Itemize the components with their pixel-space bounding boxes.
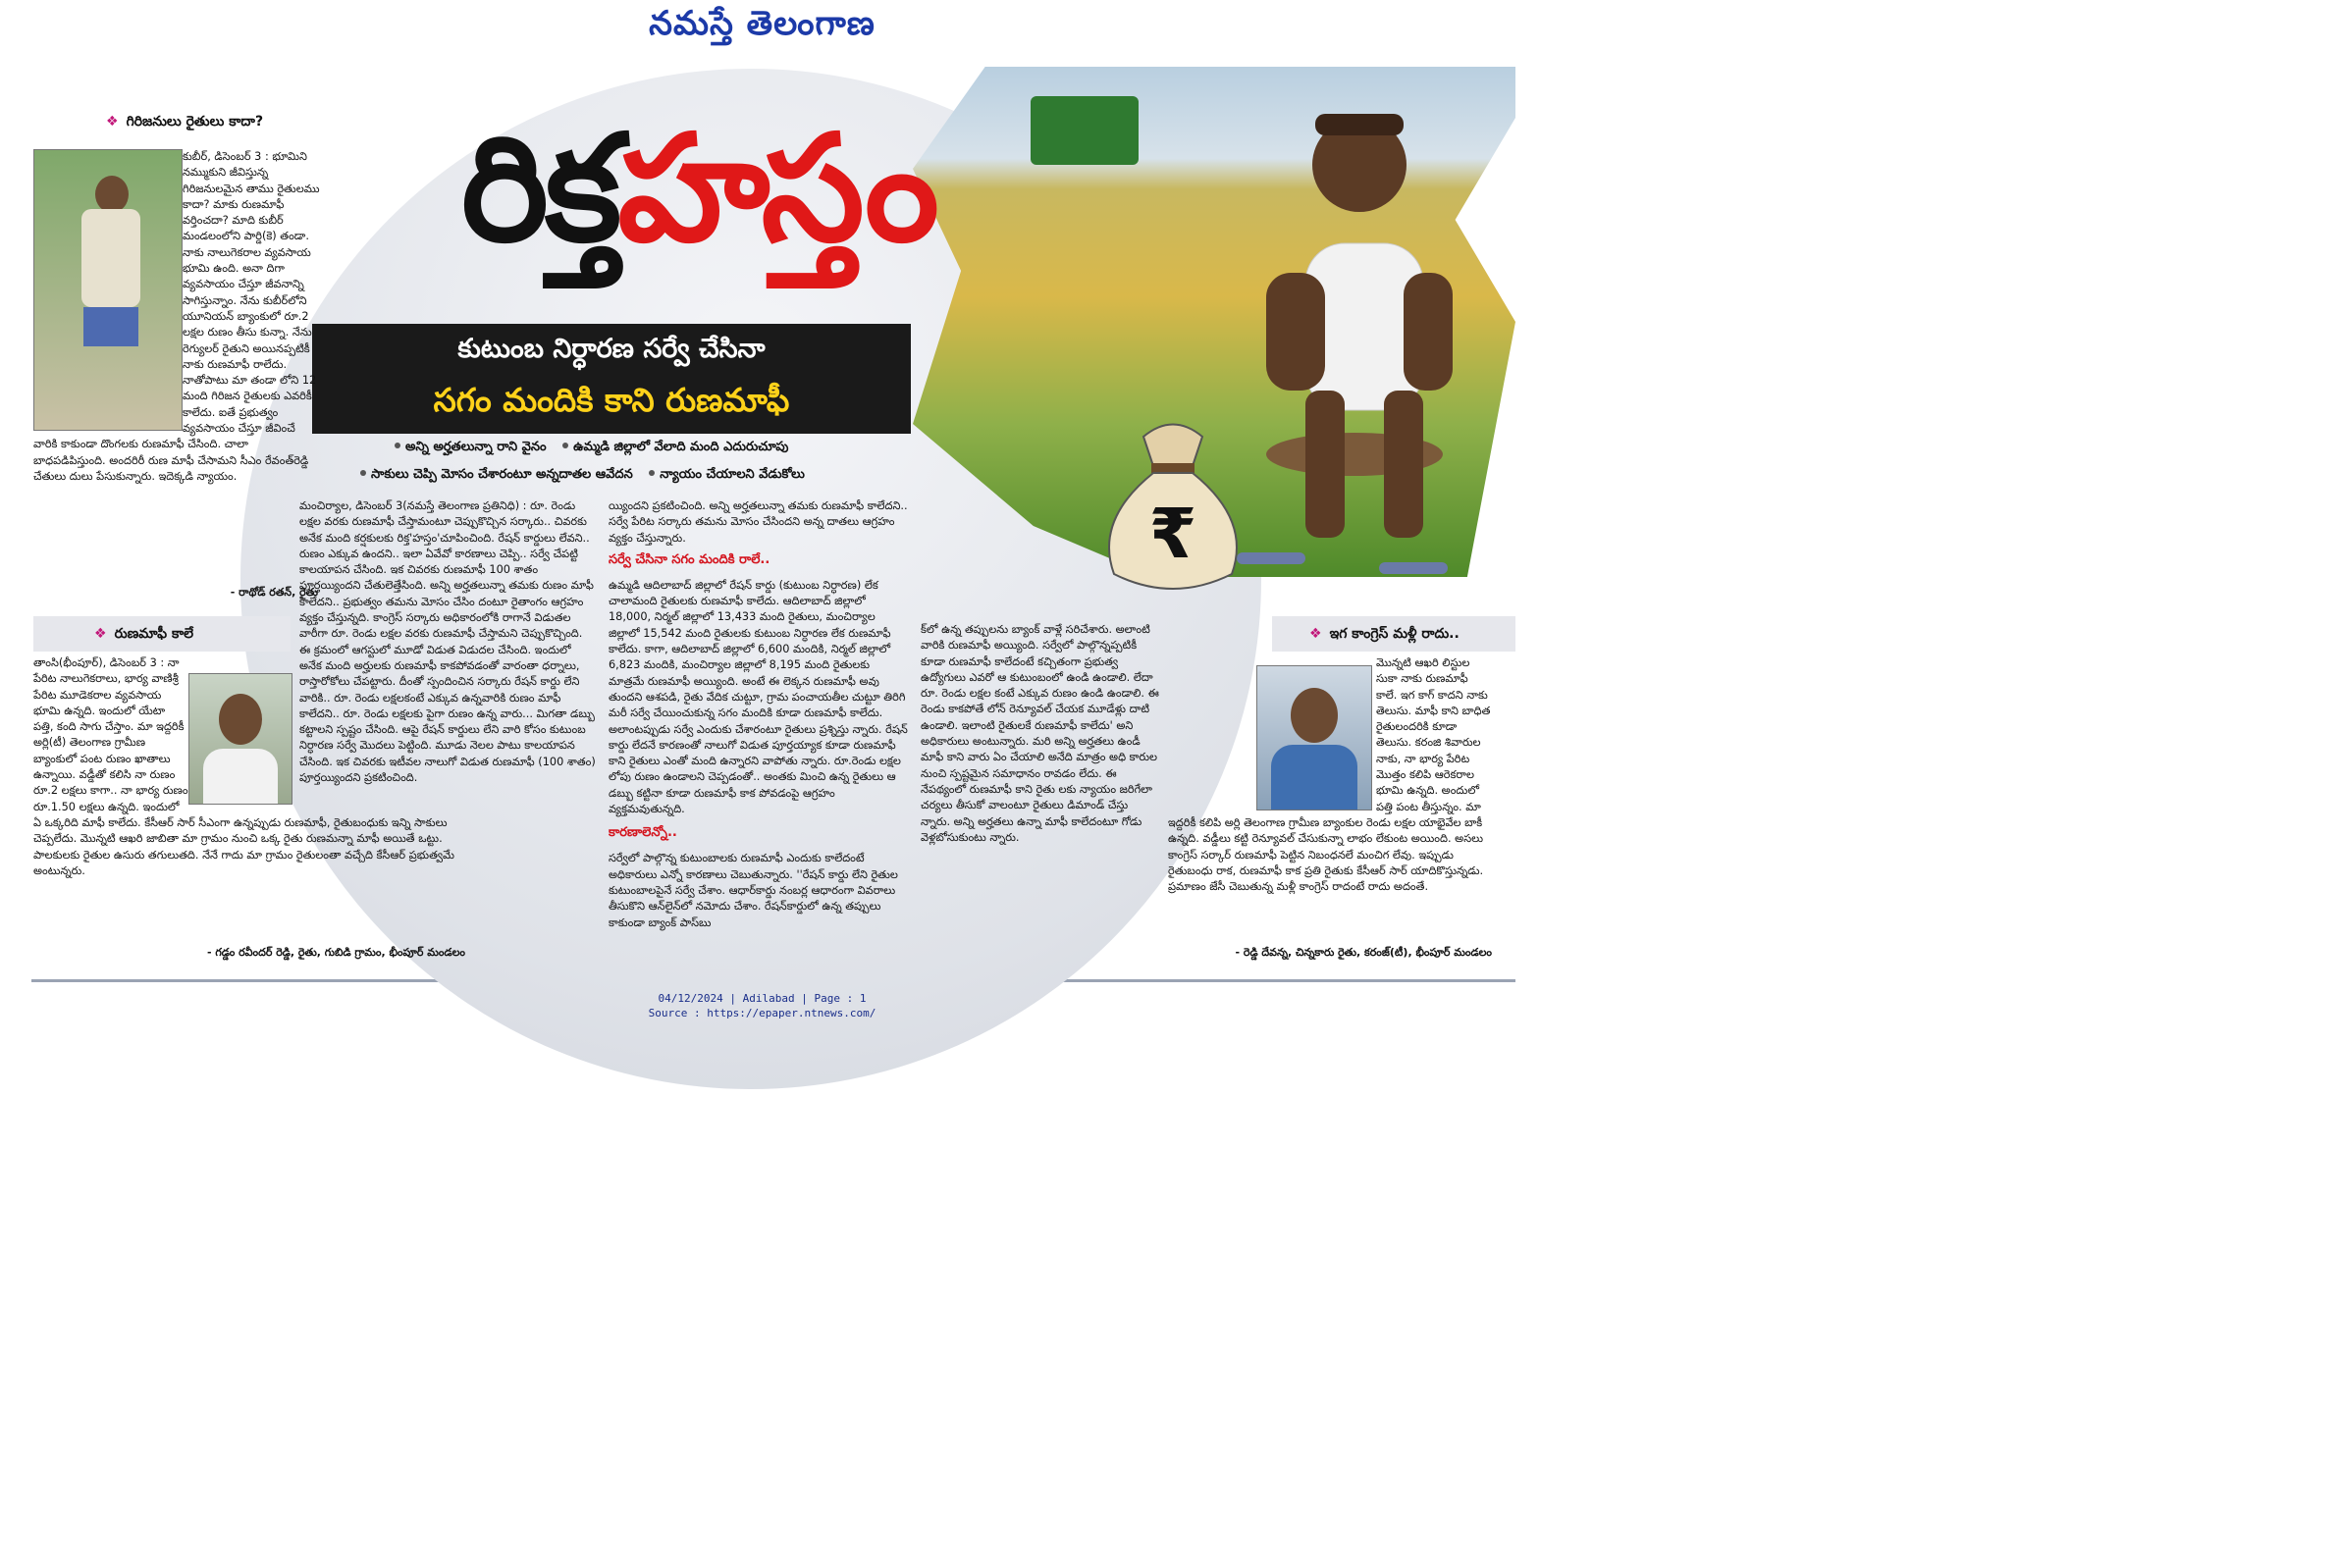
bullet-dot bbox=[649, 470, 655, 476]
article-column-3 bbox=[921, 622, 1160, 926]
headline-red: హస్తం bbox=[617, 104, 935, 275]
article-column-2-mid-text: ఉమ్మడి ఆదిలాబాద్ జిల్లాలో రేషన్ కార్డు (కుటుంబ నిర్ధారణ) లేక చాలామంది రైతులకు రుణమాఫీ కాలేదు. ఆదిలాబాద్ జిల్లాలో 18,000, నిర్మల్ జిల్లాలో 13,433 మంది రైతులు, మంచిర్యాల జిల్లాలో 15,542 మంది రైతులకు కుటుంబ నిర్ధారణ లేక రుణమాఫీ కాలేదు. కాగా, ఆదిలాబాద్ జిల్లాలో 6,600 మందికి, నిర్మల్ జిల్లాలో 6,823 మందికి, మంచిర్యాల జిల్లాలో 8,195 మంది రైతులకు మాత్రమే రుణమాఫీ అయ్యింది. అంటే ఈ లెక్కన రుణమాఫీ అవు తుందని ఆశపడి, రైతు వేదిక చుట్టూ, గ్రామ పంచాయతీల చుట్టూ తిరిగి మరీ సర్వే చేయించుకున్న సగం మందికి కూడా రుణమాఫీ కాలేదు. అలాంటప్పుడు సర్వే ఎందుకు చేశారంటూ రైతులు ప్రశ్నిస్తు న్నారు. రేషన్ కార్డు లేదనే కారణంతో నాలుగో విడుత పూర్తయ్యాక కూడా రుణమాఫీ కాని రైతులు ఎంతో మంది ఉన్నారని వాపోతు న్నారు. రూ.రెండు లక్షల లోపు రుణం ఉండాలని చెప్పడంతో.. అంతకు మించి ఉన్న రైతులు ఆ డబ్బు కట్టినా కూడా రుణమాఫీ కాక పోవడంపై ఆగ్రహం వ్యక్తమవుతున్నది. bbox=[609, 578, 908, 816]
sidebar-left-bottom-caption: - గడ్డం రవీందర్ రెడ్డి, రైతు, గుబిడి గ్రామం, భీంపూర్ మండలం bbox=[206, 946, 465, 959]
subhead-survey: సర్వే చేసినా సగం మందికి రాలే.. bbox=[609, 551, 770, 567]
rupee-money-bag-icon bbox=[1085, 402, 1261, 599]
sidebar-left-top-heading: ❖ గిరిజనులు రైతులు కాదా? bbox=[106, 114, 264, 130]
bullet-dot bbox=[360, 470, 366, 476]
footer-date-line: 04/12/2024 | Adilabad | Page : 1 bbox=[658, 992, 867, 1005]
sidebar-left-top-body bbox=[33, 149, 320, 601]
article-column-3-text: క్‌లో ఉన్న తప్పులను బ్యాంక్ వాళ్లే సరిచేశారు. అలాంటి వారికి రుణమాఫీ అయ్యింది. సర్వేలో పాల్గొన్నప్పటికీ కూడా రుణమాఫీ కాలేదంటే కచ్చితంగా ప్రభుత్వ ఉద్యోగులు ఎవరో ఆ కుటుంబంలో ఉండి ఉండాలి. లేదా రూ. రెండు లక్షల కంటే ఎక్కువ రుణం ఉండి ఉండాలి. ఈ రెండు కాకపోతే లోన్ రెన్యూవల్ చేయక మూడేళ్లు దాటి ఉండాలి. ఇలాంటి రైతులకే రుణమాఫీ కాలేదు' అని అధికారులు అంటున్నారు. మరి అన్ని అర్హతలు ఉండీ మాఫీ కాని వారు ఏం చేయాలి అనేది మాత్రం అధి కారుల నుంచి స్పష్టమైన సమాధానం రావడం లేదు. ఈ నేపథ్యంలో రుణమాఫీ కాని రైతు లకు న్యాయం జరిగేలా చర్యలు తీసుకో వాలంటూ రైతులు డిమాండ్ చేస్తు న్నారు. అన్ని అర్హతలు ఉన్నా మాఫీ కాలేదంటూ గోడు వెళ్లబోసుకుంటు న్నారు. bbox=[921, 623, 1159, 844]
article-column-2-top-text: య్యిందని ప్రకటించింది. అన్ని అర్హతలున్నా తమకు రుణమాఫీ కాలేదని.. సర్వే పేరిట సర్కారు తమను మోసం చేసిందని అన్న దాతలు ఆగ్రహం వ్యక్తం చేస్తున్నారు. bbox=[609, 499, 908, 545]
sidebar-right-heading: ❖ ఇగ కాంగ్రెస్ మళ్లీ రాదు.. bbox=[1309, 626, 1460, 642]
bullet-text: అన్ని అర్హతలున్నా రాని వైనం bbox=[405, 440, 547, 454]
sidebar-left-bottom-heading: ❖ రుణమాఫీ కాలే bbox=[94, 626, 194, 642]
footer-source-link[interactable]: Source : https://epaper.ntnews.com/ bbox=[648, 1007, 876, 1019]
sidebar-right-body bbox=[1168, 655, 1492, 950]
sidebar-left-top-text: కుబీర్, డిసెంబర్ 3 : భూమిని నమ్ముకుని జీవిస్తున్న గిరిజనులమైన తాము రైతులము కాదా? మాకు రుణమాఫీ వర్తించదా? మాది కుబీర్ మండలంలోని పార్డి(కె) తండా. నాకు నాలుగెకరాల వ్యవసాయ భూమి ఉంది. అనా దిగా వ్యవసాయం చేస్తూ జీవనాన్ని సాగిస్తున్నాం. నేను కుబీర్‌లోని యూనియన్ బ్యాంకులో రూ.2 లక్షల రుణం తీసు కున్నా. నేను రెగ్యులర్ రైతుని అయినప్పటికీ నాకు రుణమాఫీ రాలేదు. నాతోపాటు మా తండా లోని 12 మంది గిరిజన రైతులకు ఎవరికీ కాలేదు. ఐతే ప్రభుత్వం వ్యవసాయం చేస్తూ జీవించే వారికి కాకుండా దొంగలకు రుణమాఫీ చేసింది. చాలా బాధపడిపిస్తుంది. అందరిరీ రుణ మాఫీ చేసామని సీఎం రేవంత్‌రెడ్డి చేతులు దులు పేసుకున్నారు. ఇదెక్కడి న్యాయం. bbox=[33, 150, 320, 483]
article-column-1-text: మంచిర్యాల, డిసెంబర్ 3(నమస్తే తెలంగాణ ప్రతినిధి) : రూ. రెండు లక్షల వరకు రుణమాఫీ చేస్తామంటూ చెప్పుకొచ్చిన సర్కారు.. చివరకు అనేక మంది కర్షకులకు రిక్త'హస్తం'చూపించింది. రేషన్ కార్డులు లేవని.. రుణం ఎక్కువ ఉందని.. ఇలా ఏవేవో కారణాలు చెప్పి.. సర్వే చేపట్టి కాలయాపన చేసింది. ఇక చివరకు రుణమాఫీ 100 శాతం పూర్తయ్యిందని చేతులెత్తేసింది. అన్ని అర్హతలున్నా తమకు రుణం మాఫీ కాలేదని.. ప్రభుత్వం తమను మోసం చేసిం దంటూ రైతాంగం ఆగ్రహం వ్యక్తం చేస్తున్నది. కాంగ్రెస్ సర్కారు అధికారంలోకి రాగానే విడుతల వారీగా రూ. రెండు లక్షల వరకు రుణమాఫీ చేస్తామని చెప్పుకొచ్చింది. ఈ క్రమంలో ఆగస్టులో మూడో విడుత విడుదల చేసింది. ఇందులో అనేక మంది అర్హులకు రుణమాఫీ కాకపోవడంతో వారంతా ధర్నాలు, రాస్తారోకోలు చేపట్టారు. దీంతో స్పందించిన సర్కారు రేషన్ కార్డు లేని వారికి.. రూ. రెండు లక్షలకంటే ఎక్కువ ఉన్నవారికి రుణం మాఫీ కాలేదని.. రూ. రెండు లక్షలకు పైగా రుణం ఉన్న వారు... మిగతా డబ్బు కట్టాలని స్పష్టం చేసింది. ఆపై రేషన్ కార్డులు లేని వారి కోసం కుటుంబ నిర్ధారణ సర్వే మొదలు పెట్టింది. మూడు నెలల పాటు కాలయాపన చేసింది. ఇక చివరకు ఇటీవల నాలుగో విడుత రుణమాఫీ (100 శాతం) పూర్తయ్యిందని ప్రకటించింది. bbox=[299, 499, 596, 785]
bullet-dot bbox=[562, 443, 568, 448]
bullet-dot bbox=[395, 443, 400, 448]
diamond-icon: ❖ bbox=[1309, 626, 1322, 642]
headline-black: రిక్త bbox=[461, 104, 618, 275]
bullet-text: ఉమ్మడి జిల్లాలో వేలాది మంది ఎదురుచూపు bbox=[573, 440, 789, 454]
article-column-2 bbox=[609, 498, 908, 979]
article-column-2-bottom-text: సర్వేలో పాల్గొన్న కుటుంబాలకు రుణమాఫీ ఎందుకు కాలేదంటే అధికారులు ఎన్నో కారణాలు చెబుతున్నారు. ''రేషన్ కార్డు లేని రైతుల కుటుంబాలపైనే సర్వే చేశాం. ఆధార్‌కార్డు నంబర్ల ఆధారంగా వివరాలు తీసుకొని ఆన్‌లైన్‌లో నమోదు చేశాం. రేషన్‌కార్డులో ఉన్న తప్పులు కాకుండా బ్యాంక్ పాస్‌బు bbox=[609, 852, 898, 929]
bullet-text: న్యాయం చేయాలని వేడుకోలు bbox=[660, 467, 805, 482]
sidebar-right-text: మొన్నటి ఆఖరి లిస్టుల సుకా నాకు రుణమాఫీ కాలే. ఇగ కాగ్ కాదని నాకు తెలుసు. మాఫీ కాని బాధిత రైతులందరికి కూడా తెలుసు. కరంజి శివారుల నాకు, నా భార్య పేరిట మొత్తం కలిపి ఆరెకరాల భూమి ఉన్నది. అందులో పత్తి పంట తీస్తున్నం. మా ఇద్దరికీ కలిపి అర్లి తెలంగాణ గ్రామీణ బ్యాంకుల రెండు లక్షల యాభైవేల బాకీ ఉన్నది. వడ్డీలు కట్టి రెన్యూవల్ చేసుకున్నా లాభం లేకుంట అయింది. అసలు కాంగ్రెస్ సర్కార్ రుణమాఫీ పెట్టిన నిబంధనలే మంచిగ లేవు. ఇప్పుడు రైతుబంధు రాక, రుణమాఫీ కాక ప్రతి రైతుకు కేసీఆర్ సార్ యాదికొస్తున్నడు. ప్రమాణం జేసీ చెబుతున్న మళ్లీ కాంగ్రెస్ రాదంటే రాదు అదంతే. bbox=[1168, 656, 1491, 894]
subheadline-line2: సగం మందికి కాని రుణమాఫీ bbox=[433, 381, 790, 419]
subhead-reasons: కారణాలెన్నో.. bbox=[609, 825, 677, 841]
bullet-row-2 bbox=[358, 467, 805, 485]
diamond-icon: ❖ bbox=[106, 114, 119, 130]
sidebar-left-top-caption: - రాథోడ్ రతన్, రైతు bbox=[230, 586, 318, 599]
bullet-row-1 bbox=[393, 440, 788, 457]
sidebar-right-caption: - రెడ్డి దేవన్న, చిన్నకారు రైతు, కరంజ్(టీ), భీంపూర్ మండలం bbox=[1235, 946, 1492, 959]
svg-text:₹: ₹ bbox=[1148, 494, 1197, 574]
sidebar-left-bottom-text: తాంసి(భీంపూర్), డిసెంబర్ 3 : నా పేరిట నాలుగెకరాలు, భార్య వాణిశ్రీ పేరిట మూడెకరాల వ్యవసాయ భూమి ఉన్నది. ఇందులో యేటా పత్తి, కంది సాగు చేస్తాం. మా ఇద్దరికీ అర్లి(టీ) తెలంగాణ గ్రామీణ బ్యాంకులో పంట రుణం ఖాతాలు ఉన్నాయి. వడ్డీతో కలిసి నా రుణం రూ.2 లక్షలు కాగా.. నా భార్య రుణం రూ.1.50 లక్షలు ఉన్నది. ఇందులో ఏ ఒక్కరిది మాఫీ కాలేదు. కేసీఆర్ సార్ సీఎంగా ఉన్నప్పుడు రుణమాఫీ, రైతుబంధుకు ఇన్ని సాకులు చెప్పలేదు. మొన్నటి ఆఖరి జాబితా మా గ్రామం నుంచి ఒక్క రైతు రుణమన్నా మాఫీ అయితే ఒట్టు. పాలకులకు రైతుల ఉసురు తగులుతది. నేనే గాదు మా గ్రామం రైతులంతా వచ్చేది కేసీఆర్ ప్రభుత్వమే అంటున్నరు. bbox=[33, 656, 454, 877]
diamond-icon: ❖ bbox=[94, 626, 107, 642]
newspaper-masthead: నమస్తే తెలంగాణ bbox=[649, 4, 876, 43]
subheadline-line1: కుటుంబ నిర్ధారణ సర్వే చేసినా bbox=[457, 334, 766, 364]
article-column-1 bbox=[299, 498, 596, 960]
bullet-text: సాకులు చెప్పి మోసం చేశారంటూ అన్నదాతల ఆవేదన bbox=[371, 467, 633, 482]
